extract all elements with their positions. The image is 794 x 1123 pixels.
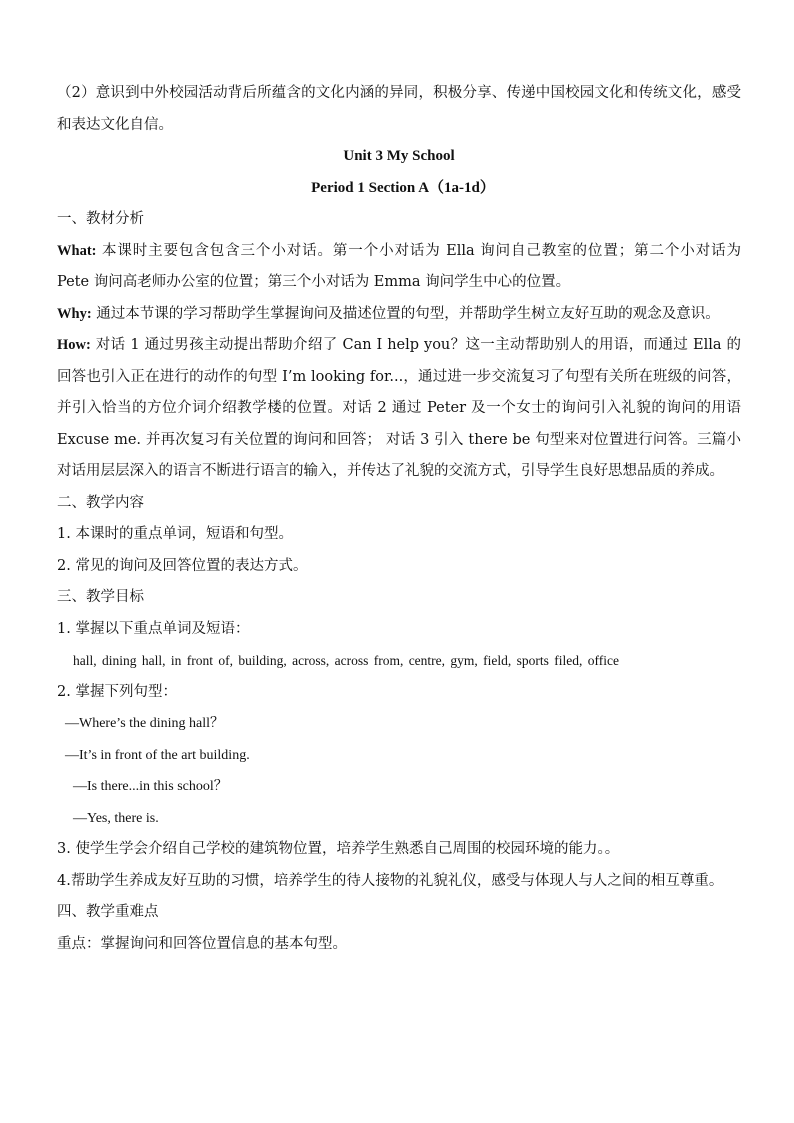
content-item-1: 1. 本课时的重点单词，短语和句型。 (57, 526, 293, 542)
content-item-2: 2. 常见的询问及回答位置的表达方式。 (57, 557, 308, 574)
how-label: How: (57, 337, 91, 353)
objective-paragraph: （2）意识到中外校园活动背后所蕴含的文化内涵的异同，积极分享、传递中国校园文化和传统文化，感受和表达文化自信。 (57, 85, 741, 133)
how-paragraph (57, 330, 741, 488)
section-heading-key-points: 四、教学重难点 (57, 904, 159, 920)
what-label: What: (57, 242, 97, 259)
goal-item-1: 1. 掌握以下重点单词及短语： (57, 620, 250, 637)
unit-title: Unit 3 My School (343, 148, 455, 164)
section-heading-goals: 三、教学目标 (57, 589, 144, 605)
key-point-line: 重点：掌握询问和回答位置信息的基本句型。 (57, 935, 347, 952)
sentence-pattern-1: —Where’s the dining hall？ (65, 716, 225, 731)
how-text: 对话 1 通过男孩主动提出帮助介绍了 Can I help you？这一主动帮助别人的用语，而通过 Ella 的回答也引入正在进行的动作的句型 I’m looking for...，通过进一步交流复习了句型有关所在班级的问答，并引入恰当的方位介词介绍教学楼的位置。对话 2 通过 Peter 及一个女士的询问引入礼貌的询问的用语 Excuse me. 并再次复习有关位置的询问和回答； 对话 3 引入 there be 句型来对位置进行问答。三篇小对话用层层深入的语言不断进行语言的输入，并传达了礼貌的交流方式，引导学生良好思想品质的养成。 (57, 337, 741, 479)
sentence-pattern-2: —It’s in front of the art building. (65, 747, 250, 763)
section-heading-analysis: 一、教材分析 (57, 211, 144, 227)
goal-item-4: 4.帮助学生养成友好互助的习惯，培养学生的待人接物的礼貌礼仪，感受与体现人与人之间的相互尊重。 (57, 872, 724, 889)
key-words-list: hall, dining hall, in front of, building, across, across from, centre, gym, field, sports filed, office (73, 653, 620, 668)
why-label: Why: (57, 305, 92, 322)
sentence-pattern-3: —Is there...in this school？ (73, 779, 228, 794)
what-paragraph (57, 236, 741, 299)
goal-item-3: 3. 使学生学会介绍自己学校的建筑物位置，培养学生熟悉自己周围的校园环境的能力。。 (57, 841, 620, 857)
goal-item-2: 2. 掌握下列句型： (57, 683, 177, 700)
document-page (57, 78, 741, 960)
sentence-pattern-4: —Yes, there is. (73, 810, 159, 826)
what-text: 本课时主要包含包含三个小对话。第一个小对话为 Ella 询问自己教室的位置；第二个小对话为 Pete 询问高老师办公室的位置；第三个小对话为 Emma 询问学生中心的位置。 (57, 242, 741, 290)
why-text: 通过本节课的学习帮助学生掌握询问及描述位置的句型，并帮助学生树立友好互助的观念及意识。 (91, 305, 720, 322)
why-paragraph (57, 299, 741, 331)
section-heading-content: 二、教学内容 (57, 494, 144, 511)
period-title: Period 1 Section A（1a-1d） (311, 179, 495, 196)
